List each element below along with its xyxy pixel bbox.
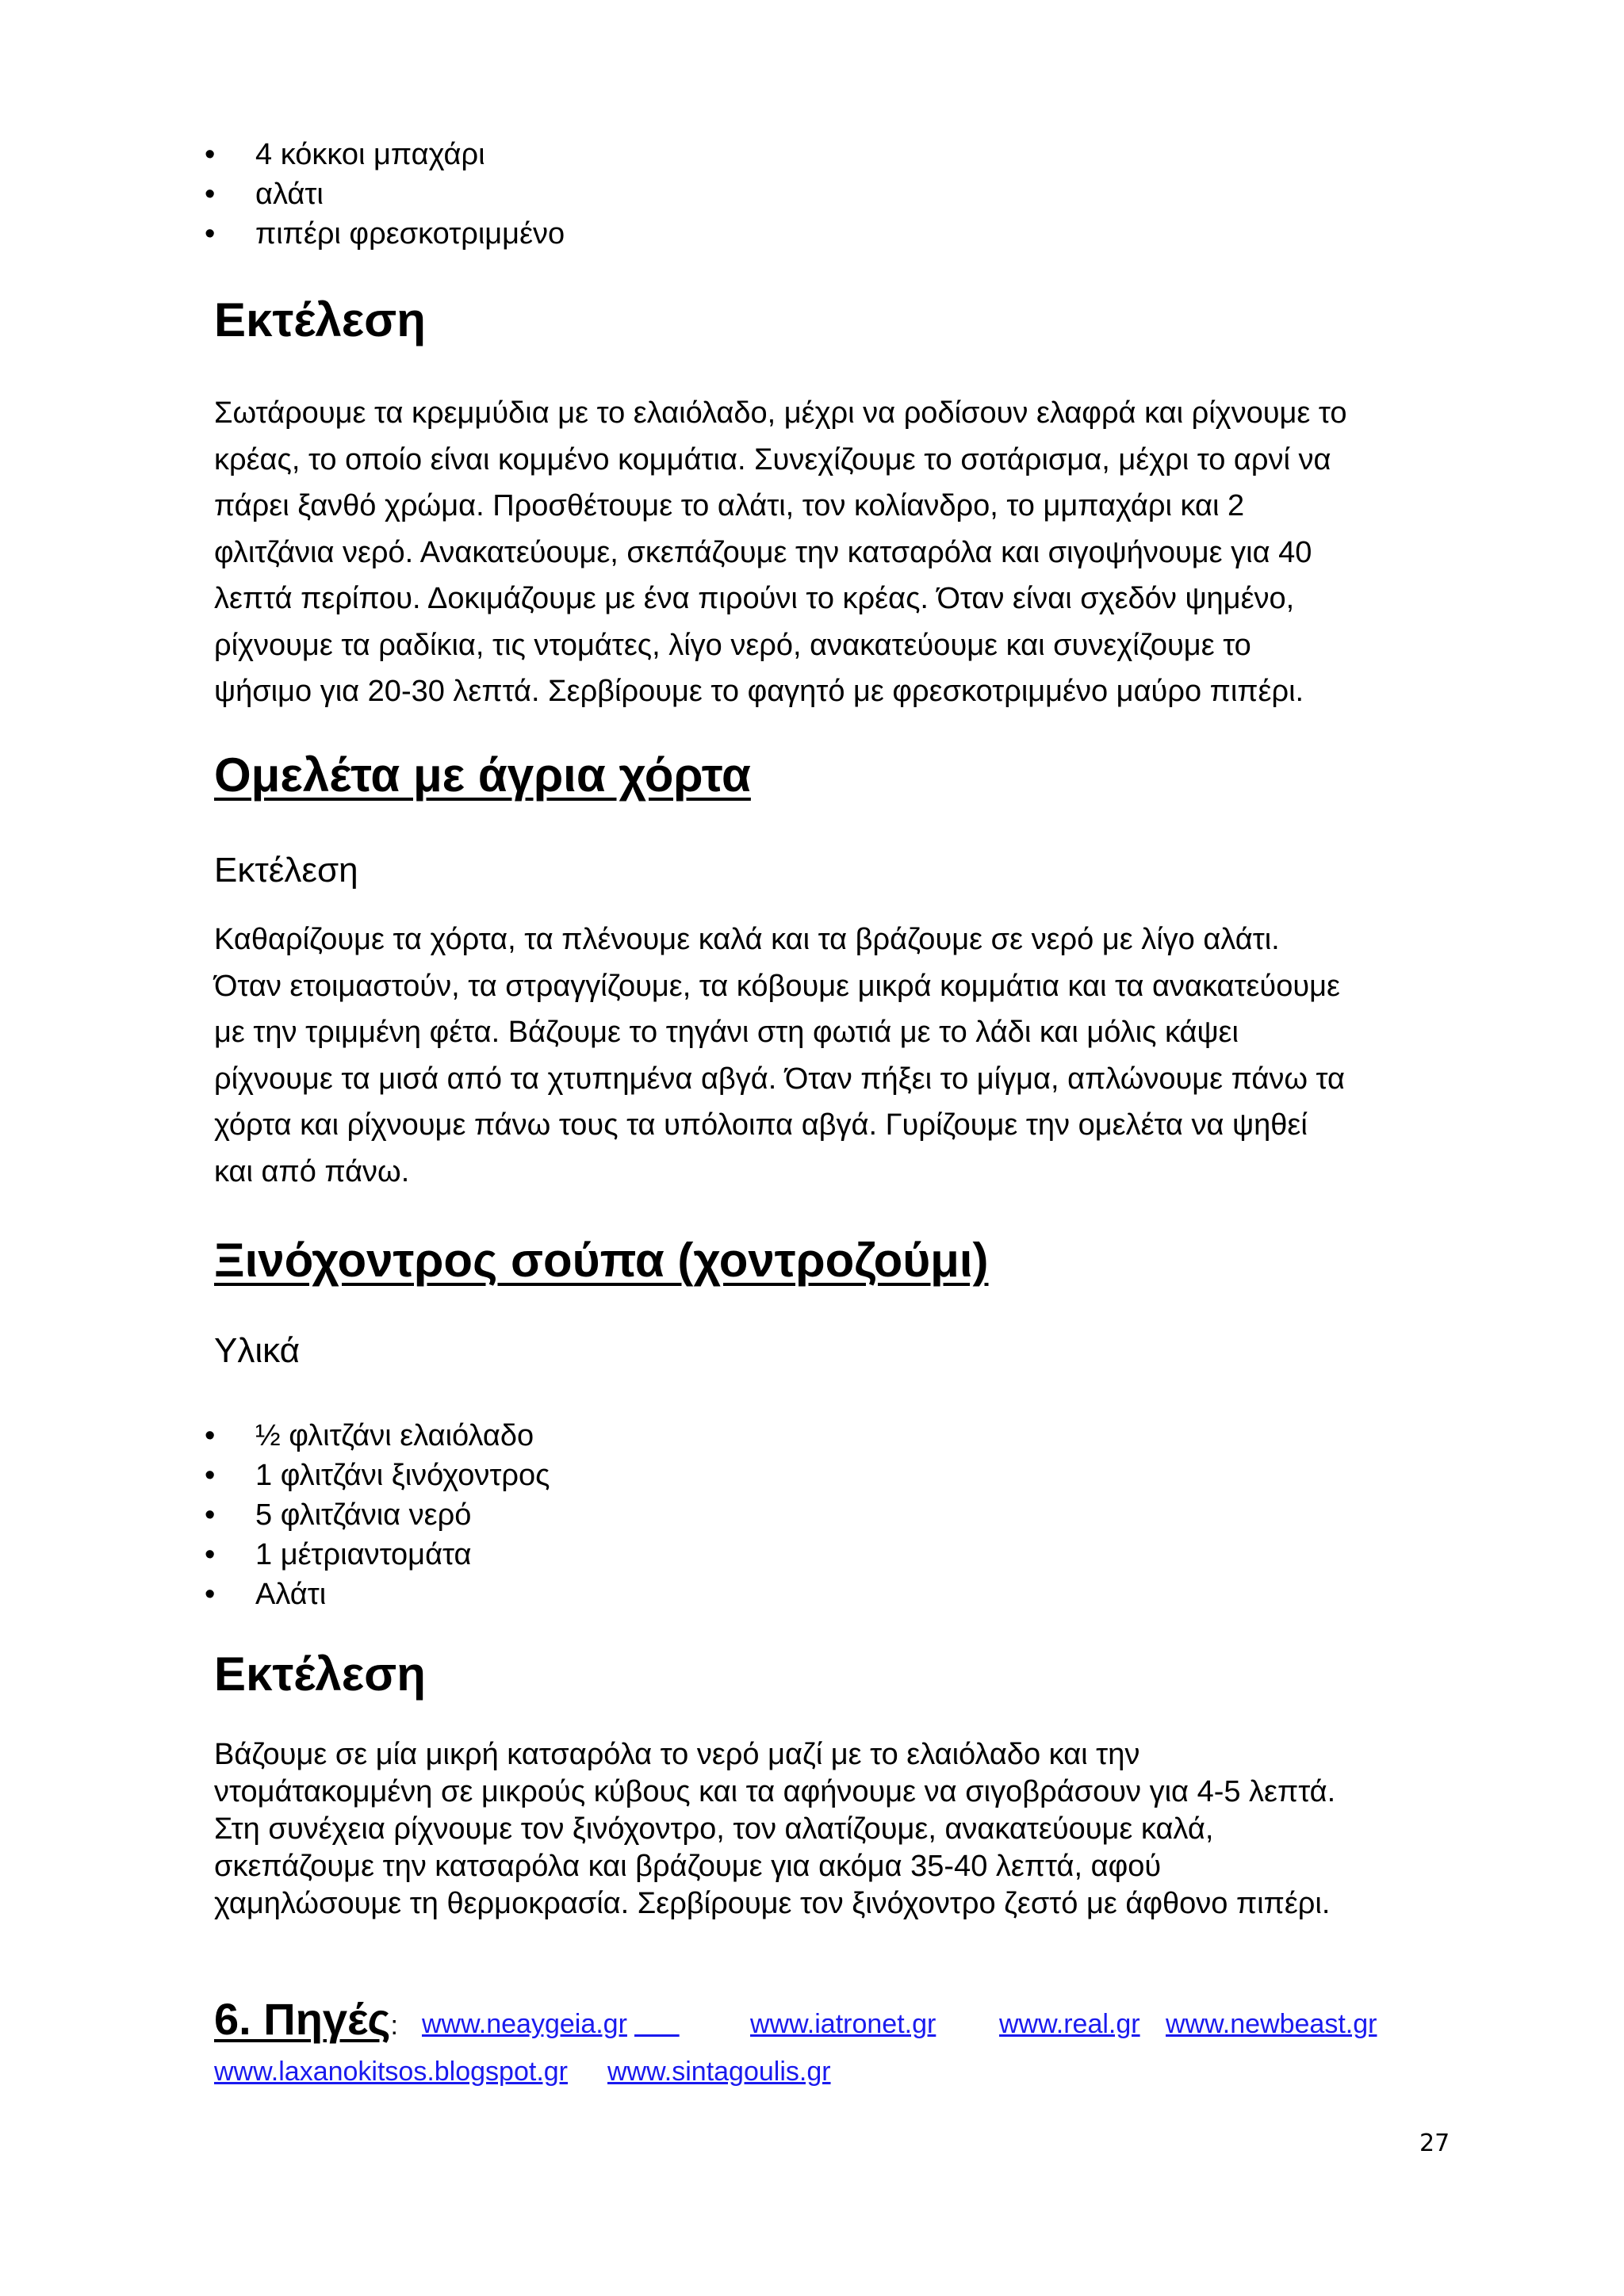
sources-colon: :: [390, 2011, 398, 2041]
list-item: • ½ φλιτζάνι ελαιόλαδο: [0, 1416, 550, 1456]
text-line: ντομάτακομμένη σε μικρούς κύβους και τα αφήνουμε να σιγοβράσουν για 4-5 λεπτά.: [214, 1775, 1336, 1808]
section-heading: Εκτέλεση: [214, 1647, 426, 1701]
text-line: Καθαρίζουμε τα χόρτα, τα πλένουμε καλά και τα βράζουμε σε νερό με λίγο αλάτι.: [214, 923, 1280, 956]
list-item: • Αλάτι: [0, 1575, 550, 1614]
page-number: 27: [1419, 2130, 1450, 2157]
source-link[interactable]: www.neaygeia.gr: [422, 2009, 627, 2039]
text-line: πάρει ξανθό χρώμα. Προσθέτουμε το αλάτι, τον κολίανδρο, το μμπαχάρι και 2: [214, 489, 1245, 522]
text-line: και από πάνω.: [214, 1154, 410, 1188]
recipe-title: Ομελέτα με άγρια χόρτα: [214, 748, 751, 802]
text-line: Βάζουμε σε μία μικρή κατσαρόλα το νερό μαζί με το ελαιόλαδο και την: [214, 1738, 1140, 1771]
list-item: • 1 φλιτζάνι ξινόχοντρος: [0, 1456, 550, 1495]
text-line: Στη συνέχεια ρίχνουμε τον ξινόχοντρο, τον αλατίζουμε, ανακατεύουμε καλά,: [214, 1812, 1214, 1846]
text-line: Σωτάρουμε τα κρεμμύδια με το ελαιόλαδο, μέχρι να ροδίσουν ελαφρά και ρίχνουμε το: [214, 396, 1347, 430]
text-line: Όταν ετοιμαστούν, τα στραγγίζουμε, τα κόβουμε μικρά κομμάτια και τα ανακατεύουμε: [214, 969, 1340, 1003]
ingredient-list-top: [0, 135, 565, 254]
list-item: • 1 μέτριαντομάτα: [0, 1535, 550, 1575]
source-link[interactable]: www.sintagoulis.gr: [607, 2057, 831, 2087]
paragraph-execution-1: [214, 390, 1450, 715]
text-line: λεπτά περίπου. Δοκιμάζουμε με ένα πιρούνι το κρέας. Όταν είναι σχεδόν ψημένο,: [214, 582, 1295, 615]
text-line: με την τριμμένη φέτα. Βάζουμε το τηγάνι στη φωτιά με το λάδι και μόλις κάψει: [214, 1016, 1239, 1049]
subheading: Υλικά: [214, 1331, 301, 1370]
text-line: σκεπάζουμε την κατσαρόλα και βράζουμε για ακόμα 35-40 λεπτά, αφού: [214, 1850, 1162, 1883]
text-line: φλιτζάνια νερό. Ανακατεύουμε, σκεπάζουμε την κατσαρόλα και σιγοψήνουμε για 40: [214, 535, 1312, 569]
text-line: χαμηλώσουμε τη θερμοκρασία. Σερβίρουμε τον ξινόχοντρο ζεστό με άφθονο πιπέρι.: [214, 1887, 1331, 1920]
list-item: • 5 φλιτζάνια νερό: [0, 1495, 550, 1535]
section-heading: Εκτέλεση: [214, 293, 426, 346]
text-line: ρίχνουμε τα ραδίκια, τις ντομάτες, λίγο νερό, ανακατεύουμε και συνεχίζουμε το: [214, 628, 1251, 662]
source-link[interactable]: www.real.gr: [999, 2009, 1140, 2039]
source-link[interactable]: www.iatronet.gr: [750, 2009, 936, 2039]
sources-title: 6. Πηγές: [214, 1994, 391, 2044]
source-link[interactable]: www.laxanokitsos.blogspot.gr: [214, 2057, 569, 2087]
list-item: • 4 κόκκοι μπαχάρι: [0, 135, 565, 174]
list-item: • αλάτι: [0, 174, 565, 214]
ingredient-list-soup: [0, 1416, 550, 1614]
paragraph-omelette: [214, 916, 1450, 1195]
subheading: Εκτέλεση: [214, 851, 358, 890]
source-link[interactable]: www.newbeast.gr: [1166, 2009, 1377, 2039]
recipe-title: Ξινόχοντρος σούπα (χοντροζούμι): [214, 1234, 989, 1287]
text-line: ρίχνουμε τα μισά από τα χτυπημένα αβγά. Όταν πήξει το μίγμα, απλώνουμε πάνω τα: [214, 1062, 1345, 1096]
text-line: κρέας, το οποίο είναι κομμένο κομμάτια. Συνεχίζουμε το σοτάρισμα, μέχρι το αρνί να: [214, 442, 1331, 476]
list-item: • πιπέρι φρεσκοτριμμένο: [0, 214, 565, 254]
paragraph-soup: [214, 1736, 1450, 1923]
text-line: χόρτα και ρίχνουμε πάνω τους τα υπόλοιπα αβγά. Γυρίζουμε την ομελέτα να ψηθεί: [214, 1108, 1308, 1142]
text-line: ψήσιμο για 20-30 λεπτά. Σερβίρουμε το φαγητό με φρεσκοτριμμένο μαύρο πιπέρι.: [214, 675, 1304, 708]
